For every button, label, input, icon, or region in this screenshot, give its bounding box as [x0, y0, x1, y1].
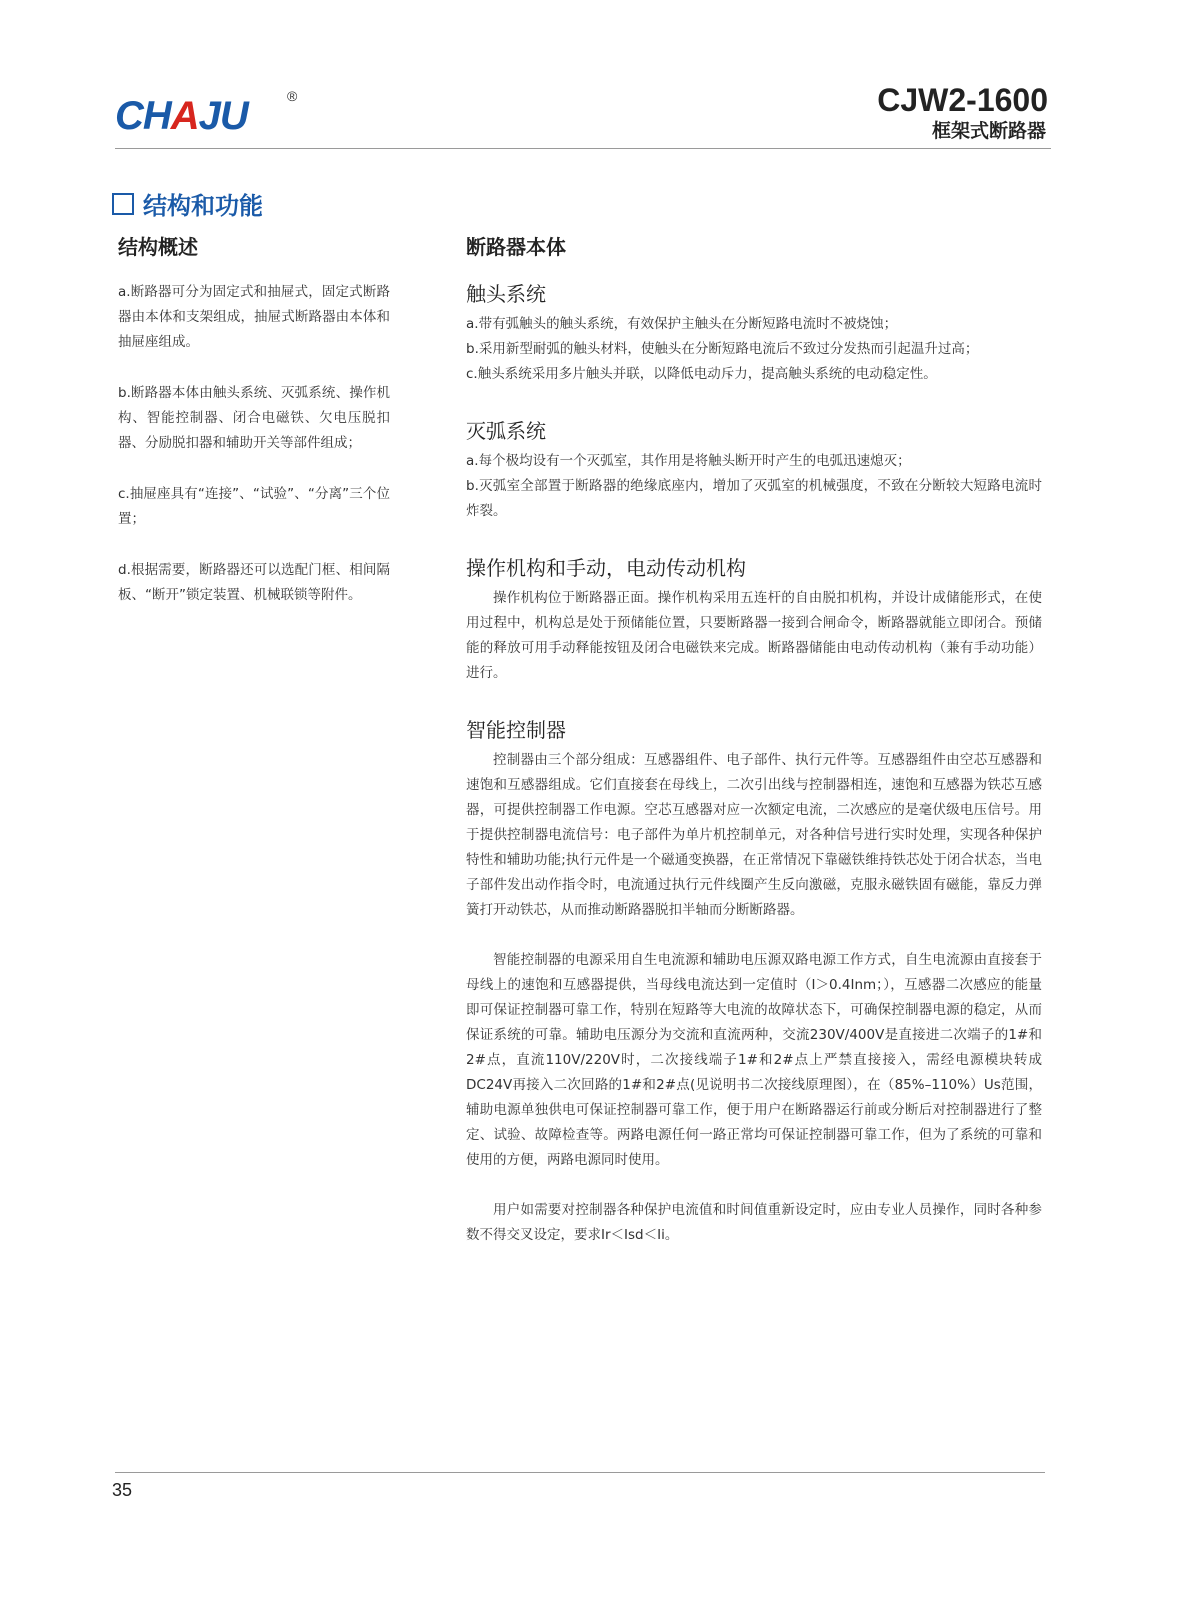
contact-line: c.触头系统采用多片触头并联，以降低电动斥力，提高触头系统的电动稳定性。: [466, 366, 937, 382]
arc-line: a.每个极均设有一个灭弧室，其作用是将触头断开时产生的电弧迅速熄灭；: [466, 453, 911, 469]
structure-overview: [118, 232, 390, 634]
footer-divider: [115, 1472, 1045, 1473]
arc-line: b.灭弧室全部置于断路器的绝缘底座内，增加了灭弧室的机械强度，不致在分断较大短路电流时炸裂。: [466, 478, 1042, 519]
arc-title: 灭弧系统: [466, 419, 546, 443]
contact-line: a.带有弧触头的触头系统，有效保护主触头在分断短路电流时不被烧蚀；: [466, 316, 898, 332]
overview-item: c.抽屉座具有“连接”、“试验”、“分离”三个位置；: [118, 486, 390, 527]
overview-item: a.断路器可分为固定式和抽屉式，固定式断路器由本体和支架组成，抽屉式断路器由本体和抽屉座组成。: [118, 284, 390, 350]
overview-item: b.断路器本体由触头系统、灭弧系统、操作机构、智能控制器、闭合电磁铁、欠电压脱扣器、分励脱扣器和辅助开关等部件组成；: [118, 385, 390, 451]
operating-mechanism: [466, 554, 1042, 686]
registered-mark: ®: [287, 88, 298, 104]
left-heading: 结构概述: [118, 235, 198, 259]
logo-text-ch: CH: [115, 94, 171, 138]
product-name: 框架式断路器: [931, 120, 1046, 142]
controller-text-2: 智能控制器的电源采用自生电流源和辅助电压源双路电源工作方式，自生电流源由直接套于母线上的速饱和互感器提供，当母线电流达到一定值时（I＞0.4Inm；），互感器二次感应的能量即可保证控制器可靠工作，特别在短路等大电流的故障状态下，可确保控制器电源的稳定，从而保证系统的可靠。辅助电压源分为交流和直流两种，交流230V/400V是直接进二次端子的1#和2#点，直流110V/220V时，二次接线端子1#和2#点上严禁直接接入，需经电源模块转成DC24V再接入二次回路的1#和2#点(见说明书二次接线原理图），在（85%–110%）Us范围，辅助电源单独供电可保证控制器可靠工作，便于用户在断路器运行前或分断后对控制器进行了整定、试验、故障检查等。两路电源任何一路正常均可保证控制器可靠工作，但为了系统的可靠和使用的方便，两路电源同时使用。: [466, 952, 1042, 1168]
model-number: CJW2-1600: [877, 82, 1048, 118]
breaker-body: [466, 232, 1042, 1278]
contact-title: 触头系统: [466, 282, 546, 306]
page-number: 35: [112, 1480, 133, 1500]
contact-system: [466, 280, 1042, 387]
intelligent-controller: [466, 716, 1042, 1248]
right-heading: 断路器本体: [466, 235, 566, 259]
header-divider: [115, 148, 1051, 149]
section-title: [112, 186, 263, 221]
section-title-text: 结构和功能: [143, 192, 263, 220]
logo-text-ju: JU: [198, 94, 248, 138]
mechanism-title: 操作机构和手动，电动传动机构: [466, 556, 746, 580]
mechanism-text: 操作机构位于断路器正面。操作机构采用五连杆的自由脱扣机构，并设计成储能形式，在使用过程中，机构总是处于预储能位置，只要断路器一接到合闸命令，断路器就能立即闭合。预储能的释放可用手动释能按钮及闭合电磁铁来完成。断路器储能由电动传动机构（兼有手动功能）进行。: [466, 590, 1042, 681]
logo-text-a: A: [170, 94, 199, 138]
square-icon: [112, 193, 134, 215]
contact-line: b.采用新型耐弧的触头材料，使触头在分断短路电流后不致过分发热而引起温升过高；: [466, 341, 979, 357]
controller-text-1: 控制器由三个部分组成：互感器组件、电子部件、执行元件等。互感器组件由空芯互感器和速饱和互感器组成。它们直接套在母线上，二次引出线与控制器相连，速饱和互感器为铁芯互感器，可提供控制器工作电源。空芯互感器对应一次额定电流，二次感应的是毫伏级电压信号。用于提供控制器电流信号：电子部件为单片机控制单元，对各种信号进行实时处理，实现各种保护特性和辅助功能;执行元件是一个磁通变换器，在正常情况下靠磁铁维持铁芯处于闭合状态，当电子部件发出动作指令时，电流通过执行元件线圈产生反向激磁，克服永磁铁固有磁能，靠反力弹簧打开动铁芯，从而推动断路器脱扣半轴而分断断路器。: [466, 752, 1042, 918]
overview-item: d.根据需要，断路器还可以选配门框、相间隔板、“断开”锁定装置、机械联锁等附件。: [118, 562, 390, 603]
arc-system: [466, 417, 1042, 524]
controller-title: 智能控制器: [466, 718, 566, 742]
controller-text-3: 用户如需要对控制器各种保护电流值和时间值重新设定时，应由专业人员操作，同时各种参数不得交叉设定，要求Ir＜Isd＜Ii。: [466, 1202, 1042, 1243]
